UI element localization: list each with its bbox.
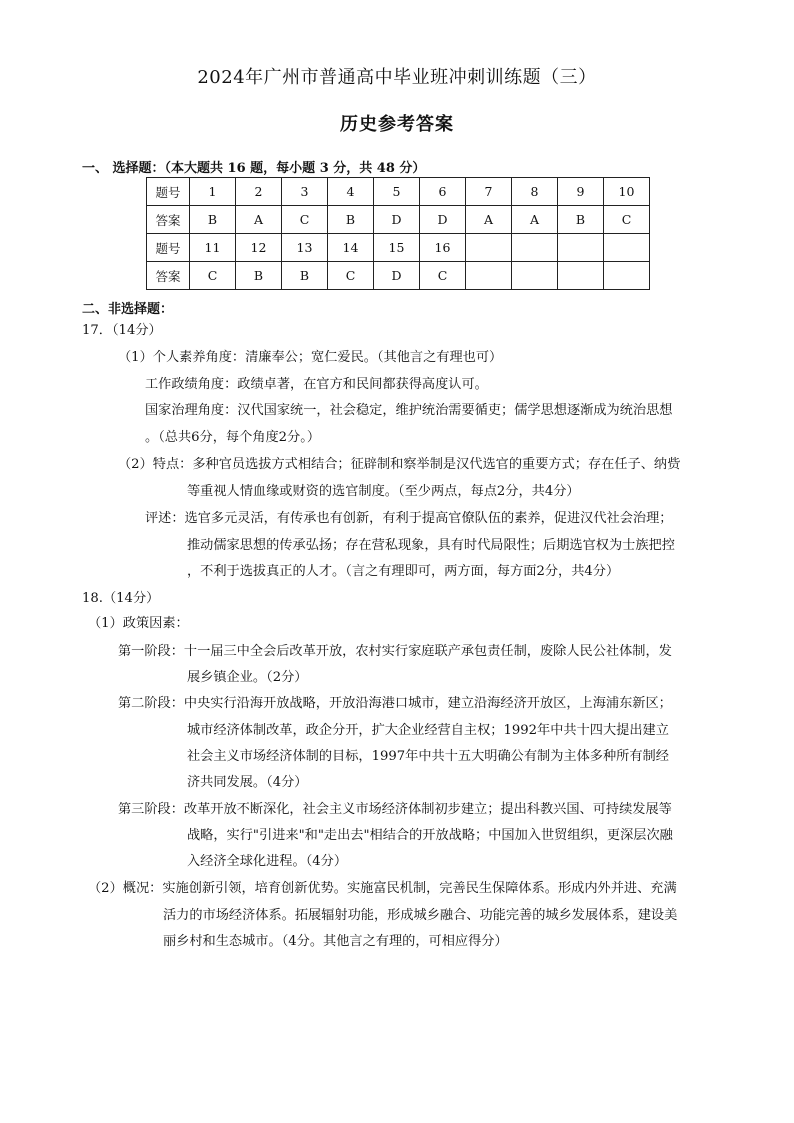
table-cell [558,234,604,262]
table-cell [512,262,558,290]
q18-line: 入经济全球化进程。（4分） [187,854,348,869]
table-cell: C [190,262,236,290]
section1-heading: 一、 选择题：（本大题共 16 题，每小题 3 分，共 48 分） [82,161,426,176]
table-cell: 7 [466,178,512,206]
table-cell: B [558,206,604,234]
q17-line: 评述：选官多元灵活，有传承也有创新，有利于提高官僚队伍的素养，促进汉代社会治理； [145,511,673,526]
q18-line: （1）政策因素： [88,616,189,631]
q17-line: 。（总共6分，每个角度2分。） [145,430,321,445]
table-cell: 15 [374,234,420,262]
q18-line: 第二阶段：中央实行沿海开放战略，开放沿海港口城市，建立沿海经济开放区，上海浦东新区； [118,696,672,711]
q18-line: 城市经济体制改革，政企分开，扩大企业经营自主权；1992年中共十四大提出建立 [187,723,669,738]
table-cell: B [328,206,374,234]
page-subtitle: 历史参考答案 [340,114,454,135]
q18-line: 战略，实行"引进来"和"走出去"相结合的开放战略；中国加入世贸组织，更深层次融 [187,828,673,843]
table-cell [604,234,650,262]
table-cell: 11 [190,234,236,262]
table-cell: 4 [328,178,374,206]
table-cell: D [374,206,420,234]
q17-line: 等重视人情血缘或财资的选官制度。（至少两点，每点2分，共4分） [187,484,580,499]
table-cell: 10 [604,178,650,206]
table-row-answers-1 [147,206,650,234]
table-cell: C [420,262,466,290]
table-cell: A [236,206,282,234]
q18-line: 第三阶段：改革开放不断深化，社会主义市场经济体制初步建立；提出科教兴国、可持续发展等 [118,802,672,817]
q17-heading: 17．（14分） [82,323,162,338]
q18-line: 济共同发展。（4分） [187,775,308,790]
q17-line: 工作政绩角度：政绩卓著，在官方和民间都获得高度认可。 [145,377,488,392]
table-cell: A [512,206,558,234]
q17-line: ，不利于选拔真正的人才。（言之有理即可，两方面，每方面2分，共4分） [187,564,620,579]
q18-line: 活力的市场经济体系。拓展辐射功能，形成城乡融合、功能完善的城乡发展体系，建设美 [163,908,678,923]
table-cell: 5 [374,178,420,206]
table-cell: 1 [190,178,236,206]
q17-line: 国家治理角度：汉代国家统一，社会稳定，维护统治需要循吏；儒学思想逐渐成为统治思想 [145,403,673,418]
q18-line: 第一阶段：十一届三中全会后改革开放，农村实行家庭联产承包责任制，废除人民公社体制，发 [118,644,672,659]
table-cell: 9 [558,178,604,206]
table-cell: 16 [420,234,466,262]
q17-line: 推动儒家思想的传承弘扬；存在营私现象，具有时代局限性；后期选官权为士族把控 [187,538,675,553]
row-label: 答案 [147,206,190,234]
q17-line: （1）个人素养角度：清廉奉公；宽仁爱民。（其他言之有理也可） [118,350,503,365]
table-cell [466,262,512,290]
table-cell: 13 [282,234,328,262]
answer-table [146,177,650,290]
table-cell [466,234,512,262]
table-cell: 3 [282,178,328,206]
row-label: 题号 [147,234,190,262]
table-cell: A [466,206,512,234]
table-cell [604,262,650,290]
table-cell: B [190,206,236,234]
table-cell: C [282,206,328,234]
table-cell [512,234,558,262]
q17-line: （2）特点：多种官员选拔方式相结合；征辟制和察举制是汉代选官的重要方式；存在任子、纳赀 [118,457,681,472]
table-cell: 2 [236,178,282,206]
table-cell [558,262,604,290]
q18-line: （2）概况：实施创新引领，培育创新优势。实施富民机制，完善民生保障体系。形成内外并进、充满 [88,881,677,896]
q18-line: 丽乡村和生态城市。（4分。其他言之有理的，可相应得分） [163,934,508,949]
table-row-numbers-1 [147,178,650,206]
table-cell: D [374,262,420,290]
table-row-numbers-2 [147,234,650,262]
section2-heading: 二、非选择题： [82,302,174,317]
page-title: 2024年广州市普通高中毕业班冲刺训练题（三） [197,67,597,88]
table-cell: C [328,262,374,290]
row-label: 答案 [147,262,190,290]
table-row-answers-2 [147,262,650,290]
row-label: 题号 [147,178,190,206]
q18-line: 展乡镇企业。（2分） [187,670,308,685]
table-cell: 12 [236,234,282,262]
table-cell: 8 [512,178,558,206]
q18-heading: 18.（14分） [82,591,160,606]
table-cell: D [420,206,466,234]
table-cell: 14 [328,234,374,262]
table-cell: C [604,206,650,234]
q18-line: 社会主义市场经济体制的目标，1997年中共十五大明确公有制为主体多种所有制经 [187,749,669,764]
table-cell: B [282,262,328,290]
table-cell: 6 [420,178,466,206]
table-cell: B [236,262,282,290]
